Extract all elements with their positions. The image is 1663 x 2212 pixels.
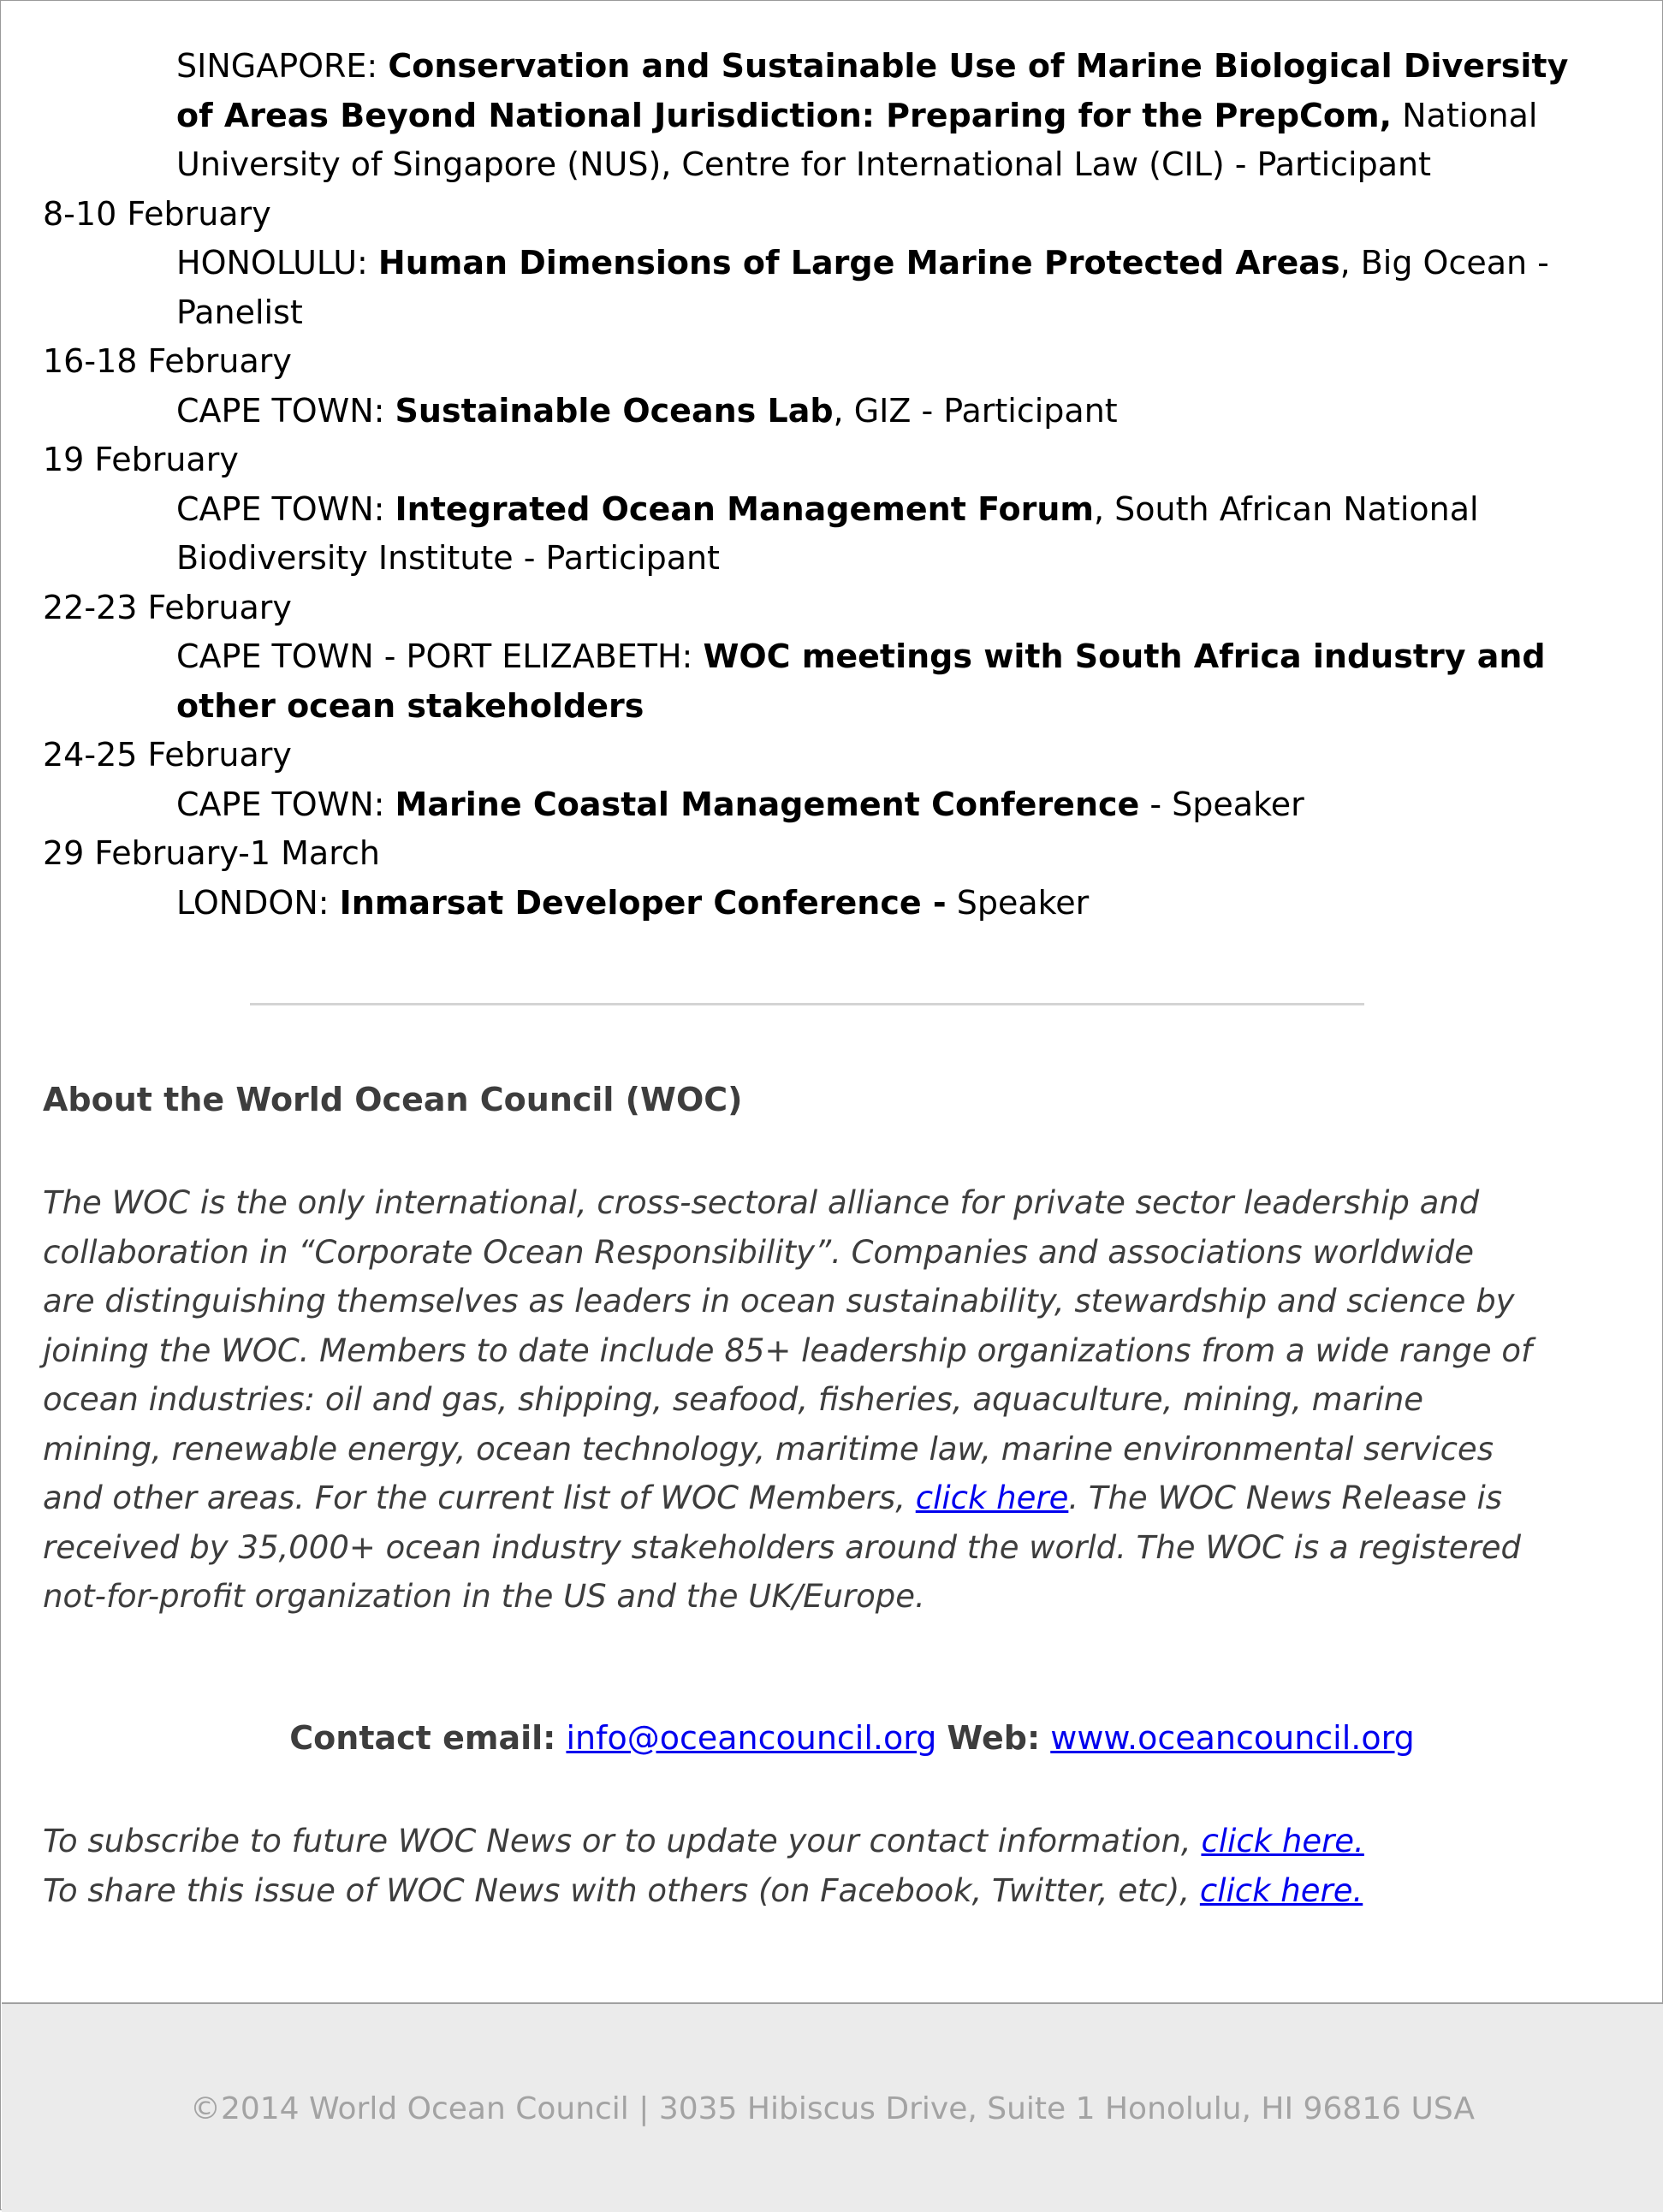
event-entry bbox=[176, 485, 1580, 584]
event-title: Conservation and Sustainable Use of Marine Biological Diversity of Areas Beyond National Jurisdiction: Preparing for the PrepCom, bbox=[176, 47, 1569, 134]
event-location: CAPE TOWN: bbox=[176, 489, 395, 528]
event-detail: , Big Ocean - Panelist bbox=[176, 244, 1549, 331]
event-title: Sustainable Oceans Lab bbox=[395, 391, 834, 430]
event-location: CAPE TOWN - PORT ELIZABETH: bbox=[176, 638, 704, 675]
event-entry bbox=[176, 239, 1580, 337]
event-title: Inmarsat Developer Conference - bbox=[339, 883, 947, 922]
share-line bbox=[43, 1866, 1364, 1916]
event-detail: Speaker bbox=[946, 883, 1090, 922]
event-location: HONOLULU: bbox=[176, 244, 378, 282]
share-link[interactable]: click here. bbox=[1199, 1871, 1363, 1909]
contact-web-label: Web: bbox=[947, 1719, 1041, 1757]
event-location: CAPE TOWN: bbox=[176, 785, 395, 823]
event-location: SINGAPORE: bbox=[176, 47, 389, 85]
footer bbox=[2, 2002, 1663, 2212]
website-link[interactable]: www.oceancouncil.org bbox=[1050, 1719, 1415, 1757]
contact-line bbox=[1, 1719, 1663, 1757]
footer-address: ©2014 World Ocean Council | 3035 Hibiscus Drive, Suite 1 Honolulu, HI 96816 USA bbox=[189, 2091, 1476, 2126]
event-entry bbox=[176, 879, 1580, 928]
subscribe-line bbox=[43, 1817, 1364, 1866]
contact-email-label: Contact email: bbox=[289, 1719, 556, 1757]
event-entry bbox=[176, 632, 1580, 731]
events-calendar bbox=[43, 42, 1569, 928]
about-text-after-link: . The WOC News Release is received by 35,000+ ocean industry stakeholders around the world. The WOC is a registered not-for-profit organization in the US and the UK/Europe. bbox=[43, 1480, 1522, 1615]
event-title: Marine Coastal Management Conference bbox=[395, 785, 1140, 823]
event-location: CAPE TOWN: bbox=[176, 391, 395, 430]
section-divider bbox=[250, 1003, 1364, 1005]
event-entry bbox=[176, 387, 1580, 436]
event-title: Integrated Ocean Management Forum bbox=[395, 489, 1095, 528]
contact-email-link[interactable]: info@oceancouncil.org bbox=[566, 1719, 937, 1757]
event-date: 22-23 February bbox=[43, 588, 292, 626]
event-title: WOC meetings with South Africa industry and other ocean stakeholders bbox=[176, 638, 1546, 725]
event-location: LONDON: bbox=[176, 883, 340, 922]
event-detail: , GIZ - Participant bbox=[833, 391, 1118, 430]
subscribe-section bbox=[43, 1817, 1364, 1915]
event-detail: - Speaker bbox=[1139, 785, 1304, 823]
event-detail: , South African National Biodiversity Institute - Participant bbox=[176, 489, 1479, 577]
subscribe-link[interactable]: click here. bbox=[1201, 1823, 1364, 1859]
event-entry bbox=[176, 780, 1580, 830]
event-date: 16-18 February bbox=[43, 342, 292, 380]
event-date: 29 February-1 March bbox=[43, 834, 380, 872]
event-date: 8-10 February bbox=[43, 194, 271, 233]
subscribe-text: To subscribe to future WOC News or to update your contact information, bbox=[43, 1823, 1202, 1859]
share-text: To share this issue of WOC News with others (on Facebook, Twitter, etc), bbox=[43, 1871, 1200, 1909]
about-paragraph bbox=[43, 1178, 1532, 1622]
about-heading: About the World Ocean Council (WOC) bbox=[43, 1081, 743, 1118]
about-text-before-link: The WOC is the only international, cross-sectoral alliance for private sector leadership and collaboration in “Corporate Ocean Responsibility”. Companies and associations worldwide are distinguishing themselves as leaders in ocean sustainability, stewardship and science by joining the WOC. Members to date include 85+ leadership organizations from a wide range of ocean industries: oil and gas, shipping, seafood, fisheries, aquaculture, mining, marine mining, renewable energy, ocean technology, maritime law, marine environmental services and other areas. For the current list of WOC Members, bbox=[43, 1184, 1533, 1516]
event-entry bbox=[176, 42, 1580, 190]
members-list-link[interactable]: click here bbox=[915, 1480, 1069, 1516]
event-detail: National University of Singapore (NUS), Centre for International Law (CIL) - Participant bbox=[176, 96, 1538, 183]
event-date: 19 February bbox=[43, 441, 239, 478]
event-title: Human Dimensions of Large Marine Protected Areas bbox=[377, 244, 1340, 282]
event-date: 24-25 February bbox=[43, 736, 292, 774]
